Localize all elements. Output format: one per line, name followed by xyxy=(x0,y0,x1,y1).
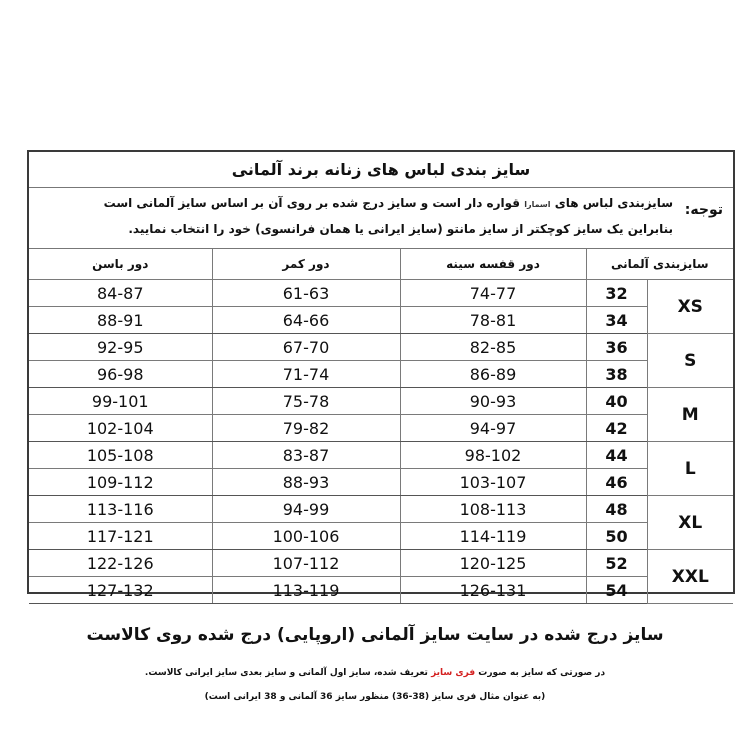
hip-cell: 117-121 xyxy=(29,523,212,550)
table-row xyxy=(29,469,733,496)
letter-size-cell: M xyxy=(647,388,733,442)
waist-cell: 75-78 xyxy=(212,388,400,415)
footer-note-2: (به عنوان مثال فری سایز (38-36) منظور سایز 36 آلمانی و 38 ایرانی است) xyxy=(204,692,546,702)
table-row xyxy=(29,415,733,442)
hip-cell: 105-108 xyxy=(29,442,212,469)
chest-cell: 78-81 xyxy=(400,307,586,334)
chest-cell: 108-113 xyxy=(400,496,586,523)
table-row xyxy=(29,550,733,577)
note-line-1 xyxy=(35,191,673,217)
note-line-1-end: قواره دار است و سایز درج شده بر روی آن بر اساس سایز آلمانی است xyxy=(103,196,521,210)
footer-note-1 xyxy=(0,668,750,678)
table-row xyxy=(29,496,733,523)
waist-cell: 83-87 xyxy=(212,442,400,469)
size-table xyxy=(29,249,733,604)
german-size-cell: 50 xyxy=(586,523,647,550)
waist-cell: 71-74 xyxy=(212,361,400,388)
header-hip: دور باسن xyxy=(29,249,212,280)
waist-cell: 79-82 xyxy=(212,415,400,442)
hip-cell: 127-132 xyxy=(29,577,212,604)
german-size-cell: 52 xyxy=(586,550,647,577)
german-size-cell: 38 xyxy=(586,361,647,388)
waist-cell: 67-70 xyxy=(212,334,400,361)
waist-cell: 61-63 xyxy=(212,280,400,307)
german-size-cell: 54 xyxy=(586,577,647,604)
note-row xyxy=(29,188,733,249)
waist-cell: 94-99 xyxy=(212,496,400,523)
chest-cell: 114-119 xyxy=(400,523,586,550)
table-row xyxy=(29,280,733,307)
german-size-cell: 42 xyxy=(586,415,647,442)
hip-cell: 96-98 xyxy=(29,361,212,388)
waist-cell: 88-93 xyxy=(212,469,400,496)
hip-cell: 92-95 xyxy=(29,334,212,361)
chart-title: سایز بندی لباس های زنانه برند آلمانی xyxy=(29,152,733,188)
note-line-1-start: سایزبندی لباس های xyxy=(554,196,673,210)
hip-cell: 122-126 xyxy=(29,550,212,577)
hip-cell: 84-87 xyxy=(29,280,212,307)
footer-note-1-start: در صورتی که سایز به صورت xyxy=(478,668,606,678)
brand-name: اسمارا xyxy=(524,200,551,209)
german-size-cell: 40 xyxy=(586,388,647,415)
chest-cell: 74-77 xyxy=(400,280,586,307)
footer-note-1-end: تعریف شده، سایز اول آلمانی و سایز بعدی سایز ایرانی کالاست. xyxy=(144,668,428,678)
hip-cell: 109-112 xyxy=(29,469,212,496)
chest-cell: 120-125 xyxy=(400,550,586,577)
waist-cell: 107-112 xyxy=(212,550,400,577)
waist-cell: 100-106 xyxy=(212,523,400,550)
table-row xyxy=(29,361,733,388)
letter-size-cell: S xyxy=(647,334,733,388)
letter-size-cell: L xyxy=(647,442,733,496)
german-size-cell: 36 xyxy=(586,334,647,361)
note-text xyxy=(35,191,673,242)
chest-cell: 126-131 xyxy=(400,577,586,604)
footer-main-text: سایز درج شده در سایت سایز آلمانی (اروپایی) درج شده روی کالاست xyxy=(86,625,664,645)
table-row xyxy=(29,442,733,469)
table-row xyxy=(29,388,733,415)
table-body xyxy=(29,280,733,604)
german-size-cell: 46 xyxy=(586,469,647,496)
letter-size-cell: XS xyxy=(647,280,733,334)
chest-cell: 82-85 xyxy=(400,334,586,361)
german-size-cell: 34 xyxy=(586,307,647,334)
table-header-row xyxy=(29,249,733,280)
note-line-2: بنابراین یک سایز کوچکتر از سایز مانتو (سایز ایرانی یا همان فرانسوی) خود را انتخاب نمایید. xyxy=(128,222,673,236)
hip-cell: 88-91 xyxy=(29,307,212,334)
hip-cell: 102-104 xyxy=(29,415,212,442)
german-size-cell: 44 xyxy=(586,442,647,469)
size-chart-frame xyxy=(27,150,735,600)
chest-cell: 86-89 xyxy=(400,361,586,388)
chest-cell: 98-102 xyxy=(400,442,586,469)
chest-cell: 94-97 xyxy=(400,415,586,442)
letter-size-cell: XXL xyxy=(647,550,733,604)
german-size-cell: 32 xyxy=(586,280,647,307)
header-waist: دور کمر xyxy=(212,249,400,280)
waist-cell: 113-119 xyxy=(212,577,400,604)
letter-size-cell: XL xyxy=(647,496,733,550)
chest-cell: 103-107 xyxy=(400,469,586,496)
german-size-cell: 48 xyxy=(586,496,647,523)
waist-cell: 64-66 xyxy=(212,307,400,334)
chest-cell: 90-93 xyxy=(400,388,586,415)
table-row xyxy=(29,577,733,604)
footer-note-1-highlight: فری سایز xyxy=(431,668,476,678)
header-german-size: سایزبندی آلمانی xyxy=(586,249,733,280)
table-row xyxy=(29,307,733,334)
table-row xyxy=(29,334,733,361)
hip-cell: 113-116 xyxy=(29,496,212,523)
table-row xyxy=(29,523,733,550)
note-label: توجه: xyxy=(684,202,723,218)
hip-cell: 99-101 xyxy=(29,388,212,415)
header-chest: دور قفسه سینه xyxy=(400,249,586,280)
